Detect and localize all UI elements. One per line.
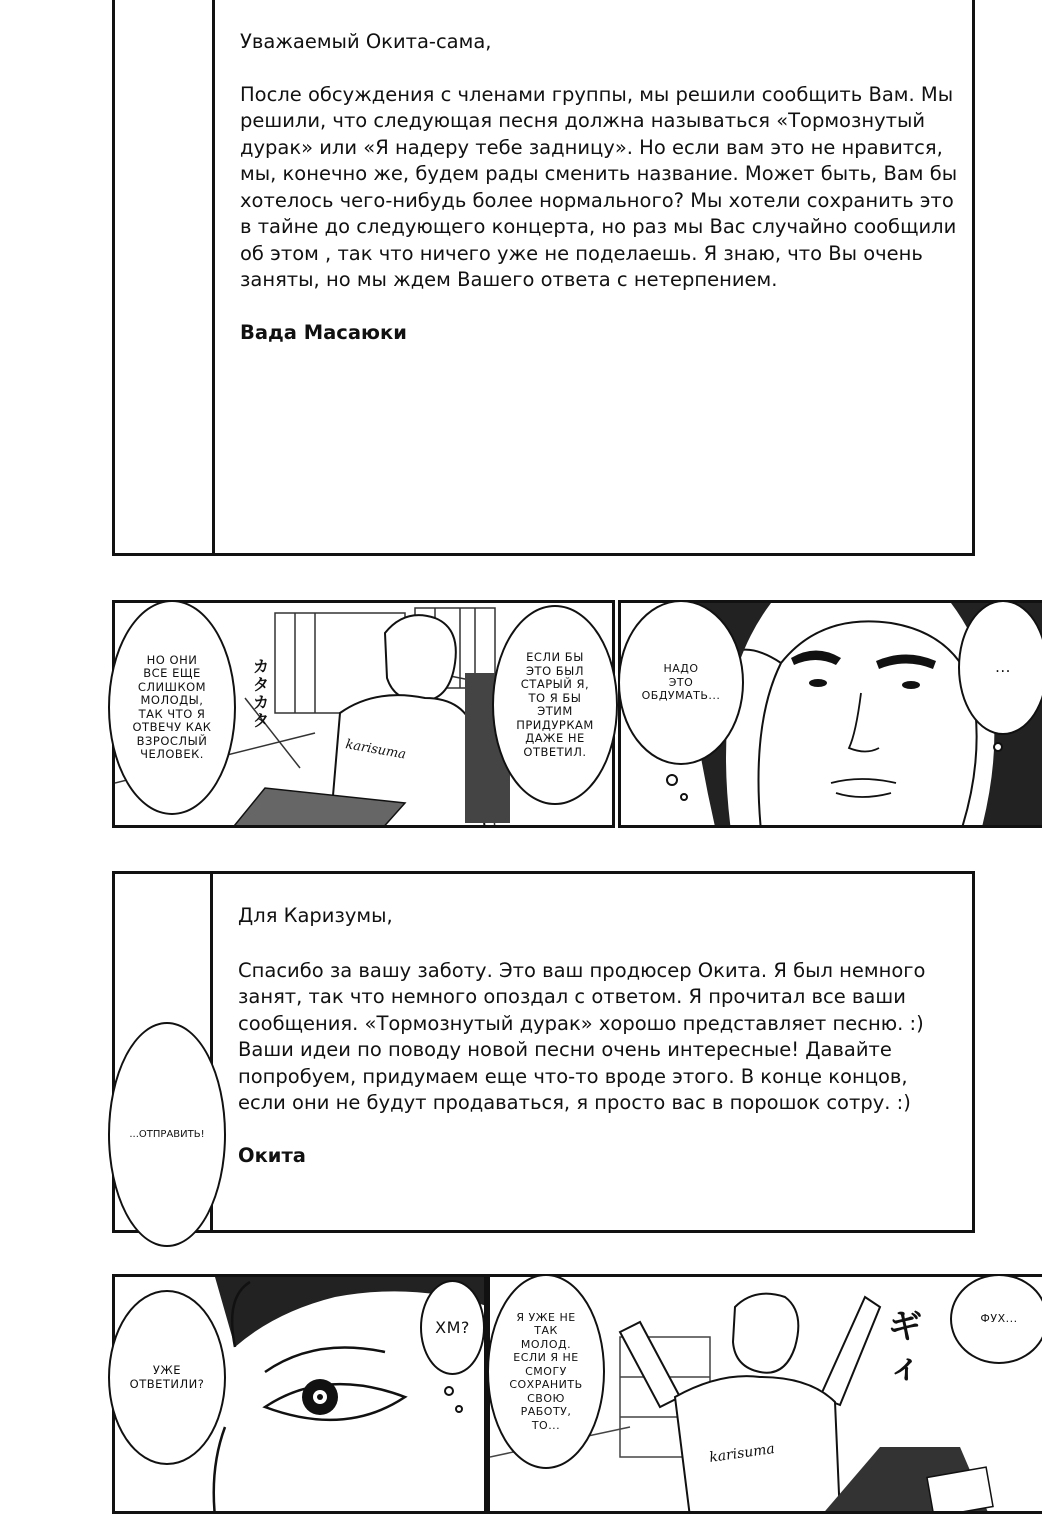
panel-letter-from-wada [112,0,975,556]
thought-dot [455,1405,463,1413]
letter-line: в тайне до следующего концерта, но раз мы Вас случайно сообщили [240,215,957,238]
letter-line: Ваши идеи по поводу новой песни очень интересные! Давайте [238,1038,892,1061]
letter-line: если они не будут продаваться, я просто вас в порошок сотру. :) [238,1091,911,1114]
letter-line: заняты, но мы ждем Вашего ответа с нетерпением. [240,268,778,291]
speech-bubble-old-me: ЕСЛИ БЫ ЭТО БЫЛ СТАРЫЙ Я, ТО Я БЫ ЭТИМ ПРИДУРКАМ ДАЖЕ НЕ ОТВЕТИЛ. [492,605,618,805]
letter-line: занят, так что немного опоздал с ответом. Я прочитал все ваши [238,985,906,1008]
thought-dot [993,742,1003,752]
thought-dot [444,1386,454,1396]
speech-bubble-not-young: Я УЖЕ НЕ ТАК МОЛОД. ЕСЛИ Я НЕ СМОГУ СОХРАНИТЬ СВОЮ РАБОТУ, ТО... [487,1274,605,1469]
panel-letter-reply [112,871,975,1233]
svg-text:karisuma: karisuma [708,1440,776,1466]
letter-line: дурак» или «Я надеру тебе задницу». Но если вам это не нравится, [240,135,943,159]
letter-signature: Вада Масаюки [240,320,407,344]
speech-bubble-phew: ФУХ... [950,1274,1042,1364]
letter-greeting: Для Каризумы, [238,904,393,927]
letter-signature: Окита [238,1143,306,1167]
creak-sound-effect: ギ ィ [888,1307,922,1387]
speech-bubble-hm: ХМ? [420,1280,485,1375]
letter-line: сообщения. «Тормознутый дурак» хорошо представляет песню. :) [238,1011,924,1035]
svg-text:karisuma: karisuma [344,737,408,763]
letter-body [238,903,963,1169]
letter-line: Спасибо за вашу заботу. Это ваш продюсер Окита. Я был немного [238,958,926,982]
letter-line: После обсуждения с членами группы, мы решили сообщить Вам. Мы [240,82,954,106]
speech-bubble-already-replied: УЖЕ ОТВЕТИЛИ? [108,1290,226,1465]
letter-greeting: Уважаемый Окита-сама, [240,30,492,53]
speech-bubble-think-over: НАДО ЭТО ОБДУМАТЬ... [618,600,744,765]
speech-bubble-too-young: НО ОНИ ВСЕ ЕЩЕ СЛИШКОМ МОЛОДЫ, ТАК ЧТО Я ОТВЕЧУ КАК ВЗРОСЛЫЙ ЧЕЛОВЕК. [108,600,236,815]
letter-line: мы, конечно же, будем рады сменить название. Может быть, Вам бы [240,162,958,185]
thought-dot [666,774,678,786]
speech-bubble-ellipsis: ... [958,600,1042,735]
speech-bubble-send: ...ОТПРАВИТЬ! [108,1022,226,1247]
letter-line: решили, что следующая песня должна называться «Тормознутый [240,109,926,132]
letter-line: об этом , так что ничего уже не поделаешь. Я знаю, что Вы очень [240,241,923,265]
typing-sound-effect: カ タ カ タ [253,657,270,730]
letter-line: попробуем, придумаем еще что-то вроде этого. В конце концов, [238,1064,908,1088]
letter-margin-line [212,0,215,553]
thought-dot [680,793,688,801]
letter-body [240,29,960,346]
letter-line: хотелось чего-нибудь более нормального? Мы хотели сохранить это [240,188,954,212]
